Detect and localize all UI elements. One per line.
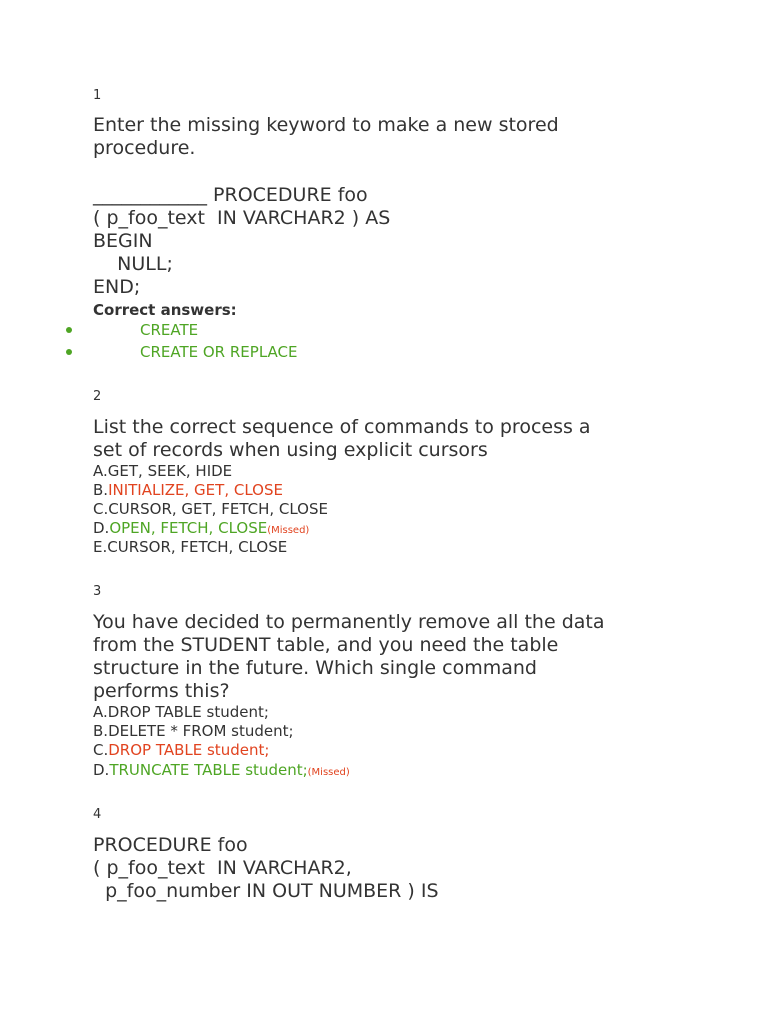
option-b: B.DELETE * FROM student; [93, 722, 294, 740]
option-a: A.GET, SEEK, HIDE [93, 462, 233, 480]
bullet-icon [66, 327, 72, 333]
correct-answer: CREATE OR REPLACE [140, 343, 298, 361]
option-b: B.INITIALIZE, GET, CLOSE [93, 481, 283, 499]
option-d: D.OPEN, FETCH, CLOSE(Missed) [93, 519, 310, 537]
question-number: 1 [93, 88, 102, 103]
bullet-icon [66, 349, 72, 355]
option-c: C.DROP TABLE student; [93, 741, 270, 759]
question-number: 4 [93, 807, 102, 822]
question-number: 2 [93, 389, 102, 404]
missed-label: (Missed) [267, 525, 310, 536]
code-block: PROCEDURE foo ( p_foo_text IN VARCHAR2, p_foo_number IN OUT NUMBER ) IS [93, 834, 439, 902]
option-a: A.DROP TABLE student; [93, 703, 269, 721]
question-text: List the correct sequence of commands to process a set of records when using explicit cursors [93, 416, 591, 461]
question-text: You have decided to permanently remove all the data from the STUDENT table, and you need the table structure in the future. Which single command performs this? [93, 611, 605, 702]
question-number: 3 [93, 584, 102, 599]
option-c: C.CURSOR, GET, FETCH, CLOSE [93, 500, 328, 518]
correct-answer: CREATE [140, 321, 199, 339]
option-d: D.TRUNCATE TABLE student;(Missed) [93, 761, 350, 779]
missed-label: (Missed) [307, 767, 350, 778]
code-block: ____________ PROCEDURE foo ( p_foo_text IN VARCHAR2 ) AS BEGIN NULL; END; [93, 184, 391, 298]
question-text: Enter the missing keyword to make a new stored procedure. [93, 114, 559, 159]
correct-answers-label: Correct answers: [93, 301, 237, 319]
option-e: E.CURSOR, FETCH, CLOSE [93, 538, 288, 556]
